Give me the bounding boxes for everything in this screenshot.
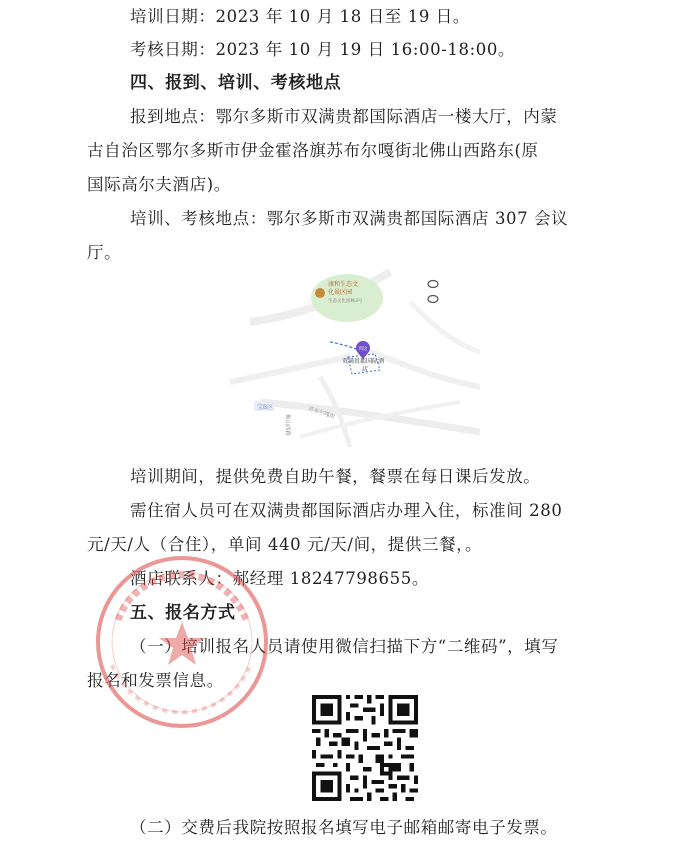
- map-poi-icon: [428, 296, 438, 303]
- lodging-info-line: 需住宿人员可在双满贵都国际酒店办理入住，标准间 280: [130, 501, 563, 520]
- park-marker-icon: [315, 288, 325, 298]
- park-label-2: 化景区园: [328, 289, 353, 296]
- qr-code-graphic: [312, 695, 418, 801]
- park-label-3: 生态文化园林3号: [328, 299, 363, 304]
- checkin-location-line-3: 国际高尔夫酒店)。: [87, 175, 231, 194]
- lunch-info-line: 培训期间，提供免费自助午餐，餐票在每日课后发放。: [130, 467, 541, 486]
- pin-badge: 到这: [358, 347, 368, 352]
- registration-line-2: 报名和发票信息。: [87, 671, 224, 690]
- lodging-info-line-2: 元/天/人（合住），单间 440 元/天/间，提供三餐，。: [87, 535, 483, 554]
- invoice-info-line: （二）交费后我院按照报名填写电子邮箱邮寄电子发票。: [130, 818, 558, 837]
- hotel-label-2: 店: [362, 366, 369, 373]
- section-five-heading: 五、报名方式: [130, 603, 236, 623]
- section-four-heading: 四、报到、培训、考核地点: [130, 73, 342, 93]
- district-label: 宝B区: [257, 404, 274, 411]
- hotel-label-1: 双满贵都国际酒: [342, 358, 385, 365]
- map-layer-icon: [428, 281, 438, 288]
- road-label-2: 佛山西路: [284, 414, 290, 437]
- map-graphic: [230, 262, 480, 447]
- hotel-contact-line: 酒店联系人：郝经理 18247798655。: [130, 569, 429, 588]
- road-label-1: 苏布尔嘎街: [307, 406, 336, 421]
- checkin-location-line: 报到地点：鄂尔多斯市双满贵都国际酒店一楼大厅，内蒙: [130, 107, 558, 126]
- exam-date-line: 考核日期：2023 年 10 月 19 日 16:00-18:00。: [130, 40, 516, 59]
- training-location-line: 培训、考核地点：鄂尔多斯市双满贵都国际酒店 307 会议: [130, 209, 569, 228]
- location-map: [230, 262, 480, 447]
- training-location-line-2: 厅。: [87, 243, 122, 262]
- checkin-location-line-2: 古自治区鄂尔多斯市伊金霍洛旗苏布尔嘎街北佛山西路东(原: [87, 141, 539, 160]
- park-label-1: 康和生态文: [328, 281, 359, 288]
- registration-qr-code: [312, 695, 418, 801]
- registration-line-1: （一）培训报名人员请使用微信扫描下方“二维码”，填写: [130, 637, 559, 656]
- training-date-line: 培训日期：2023 年 10 月 18 日至 19 日。: [130, 7, 470, 26]
